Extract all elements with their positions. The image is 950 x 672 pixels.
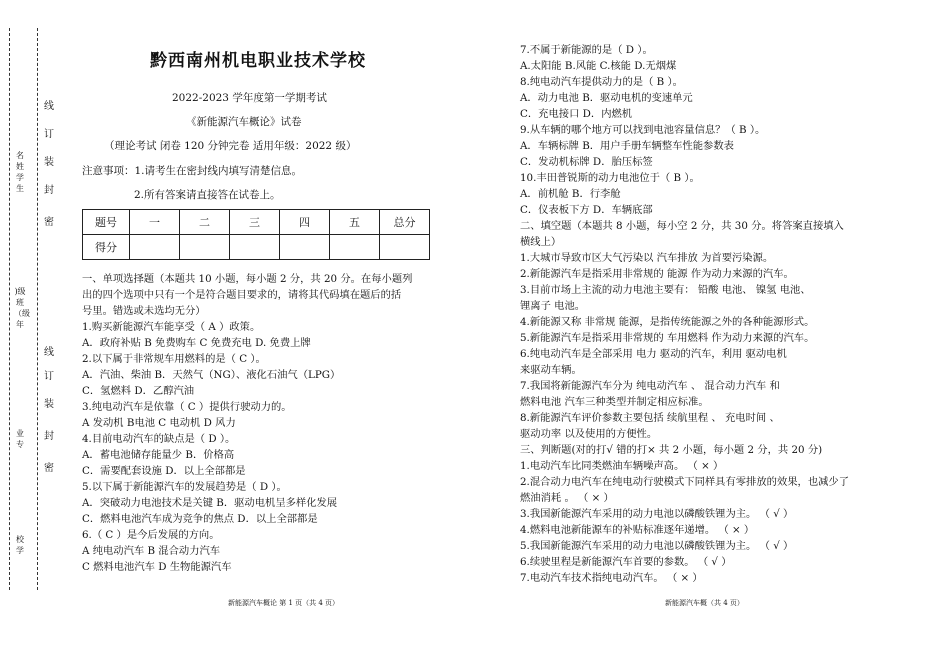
- score-header-cell: 四: [280, 210, 330, 235]
- seal-char: 装: [44, 399, 54, 410]
- question-line: A 发动机 B电池 C 电动机 D 风力: [82, 417, 236, 429]
- score-header-cell: 二: [180, 210, 230, 235]
- question-line: 2.混合动力电汽车在纯电动行驶模式下同样具有零排放的效果，也减少了: [520, 476, 850, 488]
- school-name: 黔西南州机电职业技术学校: [150, 51, 366, 71]
- question-line: 5.我国新能源汽车采用的动力电池以磷酸铁锂为主。 （ √ ）: [520, 540, 794, 552]
- seal-char: 装: [44, 157, 54, 168]
- question-line: 二、填空题（本题共 8 小题，每小空 2 分，共 30 分。将答案直接填入: [520, 220, 844, 232]
- question-line: A．蓄电池储存能量少 B．价格高: [82, 449, 235, 461]
- score-cell: [230, 235, 280, 260]
- score-table-score-row: [83, 235, 430, 260]
- question-line: 4.新能源又称 非常规 能源，是指传统能源之外的各种能源形式。: [520, 316, 815, 328]
- question-line: C．发动机标牌 D．胎压标签: [520, 156, 653, 168]
- seal-char: 封: [44, 431, 54, 442]
- seal-char: 密: [44, 217, 54, 228]
- score-row-label: 得分: [83, 235, 130, 260]
- question-line: 三、判断题(对的打√ 错的打× 共 2 小题，每小题 2 分，共 20 分): [520, 444, 823, 456]
- question-line: 9.从车辆的哪个地方可以找到电池容量信息？（ B ）。: [520, 124, 766, 136]
- question-line: 1.电动汽车比同类燃油车辆噪声高。 （ × ）: [520, 460, 724, 472]
- question-line: 来驱动车辆。: [520, 364, 582, 376]
- score-cell: [330, 235, 380, 260]
- question-line: 5.新能源汽车是指采用非常规的 车用燃料 作为动力来源的汽车。: [520, 332, 815, 344]
- question-line: 锂离子 电池。: [520, 300, 586, 312]
- course-title: 《新能源汽车概论》试卷: [186, 116, 302, 128]
- question-line: 号里。错选或未选均无分）: [82, 305, 206, 317]
- notice-1: 注意事项：1.请考生在密封线内填写清楚信息。: [82, 165, 303, 177]
- score-cell: [380, 235, 430, 260]
- question-line: 10.丰田普锐斯的动力电池位于（ B ）。: [520, 172, 700, 184]
- question-line: 驱动功率 以及使用的方便性。: [520, 428, 658, 440]
- question-line: 6.（ C ）是今后发展的方向。: [82, 529, 220, 541]
- score-header-cell: 三: [230, 210, 280, 235]
- question-line: C．需要配套设施 D．以上全部都是: [82, 465, 246, 477]
- notice-2: 2.所有答案请直接答在试卷上。: [134, 189, 281, 201]
- question-line: A．政府补贴 B 免费购车 C 免费充电 D. 免费上牌: [82, 337, 311, 349]
- question-line: 6.纯电动汽车是全部采用 电力 驱动的汽车，利用 驱动电机: [520, 348, 787, 360]
- score-cell: [280, 235, 330, 260]
- class-label: )级班（级年: [14, 287, 30, 329]
- question-line: A．车辆标牌 B．用户手册车辆整车性能参数表: [520, 140, 734, 152]
- question-line: 燃料电池 汽车三种类型并制定相应标准。: [520, 396, 709, 408]
- school-label: 校学: [16, 535, 24, 555]
- major-label: 业专: [16, 429, 24, 449]
- question-line: 3.目前市场上主流的动力电池主要有： 铅酸 电池、 镍氢 电池、: [520, 284, 811, 296]
- question-line: C 燃料电池汽车 D 生物能源汽车: [82, 561, 232, 573]
- score-table: [82, 209, 430, 260]
- question-line: 7.不属于新能源的是（ D ）。: [520, 44, 653, 56]
- question-line: 出的四个选项中只有一个是符合题目要求的，请将其代码填在题后的括: [82, 289, 402, 301]
- seal-char: 线: [44, 347, 54, 358]
- seal-char: 封: [44, 185, 54, 196]
- question-line: 4.燃料电池新能源车的补贴标准逐年递增。 （ × ）: [520, 524, 755, 536]
- question-line: 1.大城市导致市区大气污染以 汽车排放 为首要污染源。: [520, 252, 774, 264]
- question-line: A．汽油、柴油 B．天然气（NG）、液化石油气（LPG）: [82, 369, 341, 381]
- question-line: 8.新能源汽车评价参数主要包括 续航里程 、 充电时间 、: [520, 412, 780, 424]
- seal-char: 线: [44, 101, 54, 112]
- question-line: 横线上）: [520, 236, 562, 248]
- question-line: 2.以下属于非常规车用燃料的是（ C ）。: [82, 353, 266, 365]
- question-line: C．充电接口 D．内燃机: [520, 108, 633, 120]
- seal-line-outer: [9, 28, 10, 590]
- question-line: 7.我国将新能源汽车分为 纯电动汽车 、 混合动力汽车 和: [520, 380, 780, 392]
- page-footer-left: 新能源汽车概论 第 1 页（共 4 页）: [228, 599, 340, 607]
- question-line: A 纯电动汽车 B 混合动力汽车: [82, 545, 221, 557]
- question-line: A．突破动力电池技术是关键 B．驱动电机呈多样化发展: [82, 497, 338, 509]
- seal-line-inner: [37, 28, 38, 590]
- question-line: 8.纯电动汽车提供动力的是（ B ）。: [520, 76, 683, 88]
- seal-char: 订: [44, 129, 54, 140]
- score-cell: [130, 235, 180, 260]
- question-line: 7.电动汽车技术指纯电动汽车。 （ × ）: [520, 572, 703, 584]
- score-header-cell: 总分: [380, 210, 430, 235]
- question-line: 燃油消耗 。 （ × ）: [520, 492, 614, 504]
- question-line: 一、单项选择题（本题共 10 小题，每小题 2 分，共 20 分。在每小题列: [82, 273, 413, 285]
- seal-char: 订: [44, 371, 54, 382]
- question-line: 2.新能源汽车是指采用非常规的 能源 作为动力来源的汽车。: [520, 268, 794, 280]
- question-line: C．燃料电池汽车成为竞争的焦点 D．以上全部都是: [82, 513, 318, 525]
- student-name-label: 名姓学生: [16, 151, 24, 193]
- question-line: C．仪表板下方 D．车辆底部: [520, 204, 653, 216]
- question-line: A.太阳能 B.风能 C.核能 D.无烟煤: [520, 60, 677, 72]
- question-line: C．氢燃料 D．乙醇汽油: [82, 385, 195, 397]
- question-line: 5.以下属于新能源汽车的发展趋势是（ D ）。: [82, 481, 287, 493]
- question-line: 4.目前电动汽车的缺点是（ D ）。: [82, 433, 236, 445]
- seal-char: 密: [44, 463, 54, 474]
- question-line: 3.我国新能源汽车采用的动力电池以磷酸铁锂为主。 （ √ ）: [520, 508, 794, 520]
- exam-info: （理论考试 闭卷 120 分钟完卷 适用年级：2022 级）: [104, 140, 357, 152]
- score-table-header-row: [83, 210, 430, 235]
- term-title: 2022-2023 学年度第一学期考试: [172, 92, 327, 104]
- score-header-cell: 五: [330, 210, 380, 235]
- question-line: 3.纯电动汽车是依靠（ C ）提供行驶动力的。: [82, 401, 292, 413]
- question-line: 6.续驶里程是新能源汽车首要的参数。 （ √ ）: [520, 556, 732, 568]
- score-cell: [180, 235, 230, 260]
- page-footer-right: 新能源汽车概（共 4 页）: [665, 599, 744, 607]
- question-line: A．前机舱 B．行李舱: [520, 188, 621, 200]
- score-header-cell: 一: [130, 210, 180, 235]
- score-header-cell: 题号: [83, 210, 130, 235]
- question-line: 1.购买新能源汽车能享受（ A ）政策。: [82, 321, 261, 333]
- question-line: A．动力电池 B．驱动电机的变速单元: [520, 92, 693, 104]
- binding-margin: [0, 0, 75, 672]
